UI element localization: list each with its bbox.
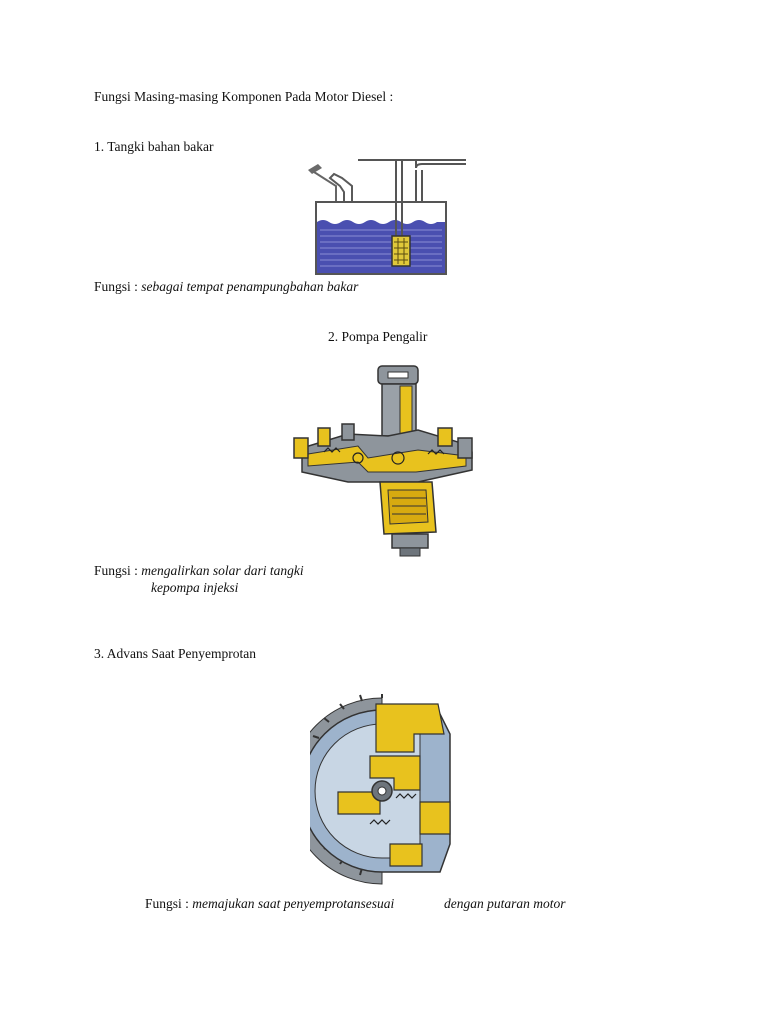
- fungsi-label: Fungsi :: [94, 279, 138, 294]
- fungsi-text-part2: dengan putaran motor: [444, 896, 566, 911]
- item-title-tangki: 1. Tangki bahan bakar: [94, 139, 214, 154]
- fungsi-label: Fungsi :: [94, 563, 138, 578]
- fungsi-label: Fungsi :: [145, 896, 189, 911]
- item-title-pompa: 2. Pompa Pengalir: [328, 329, 428, 344]
- item-fungsi-pompa: [94, 563, 304, 579]
- item-fungsi-advans: [145, 896, 394, 912]
- document-heading: Fungsi Masing-masing Komponen Pada Motor Diesel :: [94, 89, 394, 104]
- feed-pump-cutaway-illustration-icon: [288, 362, 478, 558]
- fuel-tank-illustration-icon: [300, 156, 472, 276]
- item-fungsi-tangki: [94, 279, 358, 295]
- injection-timer-cutaway-illustration-icon: [310, 694, 460, 888]
- item-title-advans: 3. Advans Saat Penyemprotan: [94, 646, 256, 661]
- fungsi-text-line2: kepompa injeksi: [151, 580, 239, 595]
- fungsi-text-line1: mengalirkan solar dari tangki: [141, 563, 304, 578]
- fungsi-text-part1: memajukan saat penyemprotansesuai: [192, 896, 395, 911]
- fungsi-text: sebagai tempat penampungbahan bakar: [141, 279, 359, 294]
